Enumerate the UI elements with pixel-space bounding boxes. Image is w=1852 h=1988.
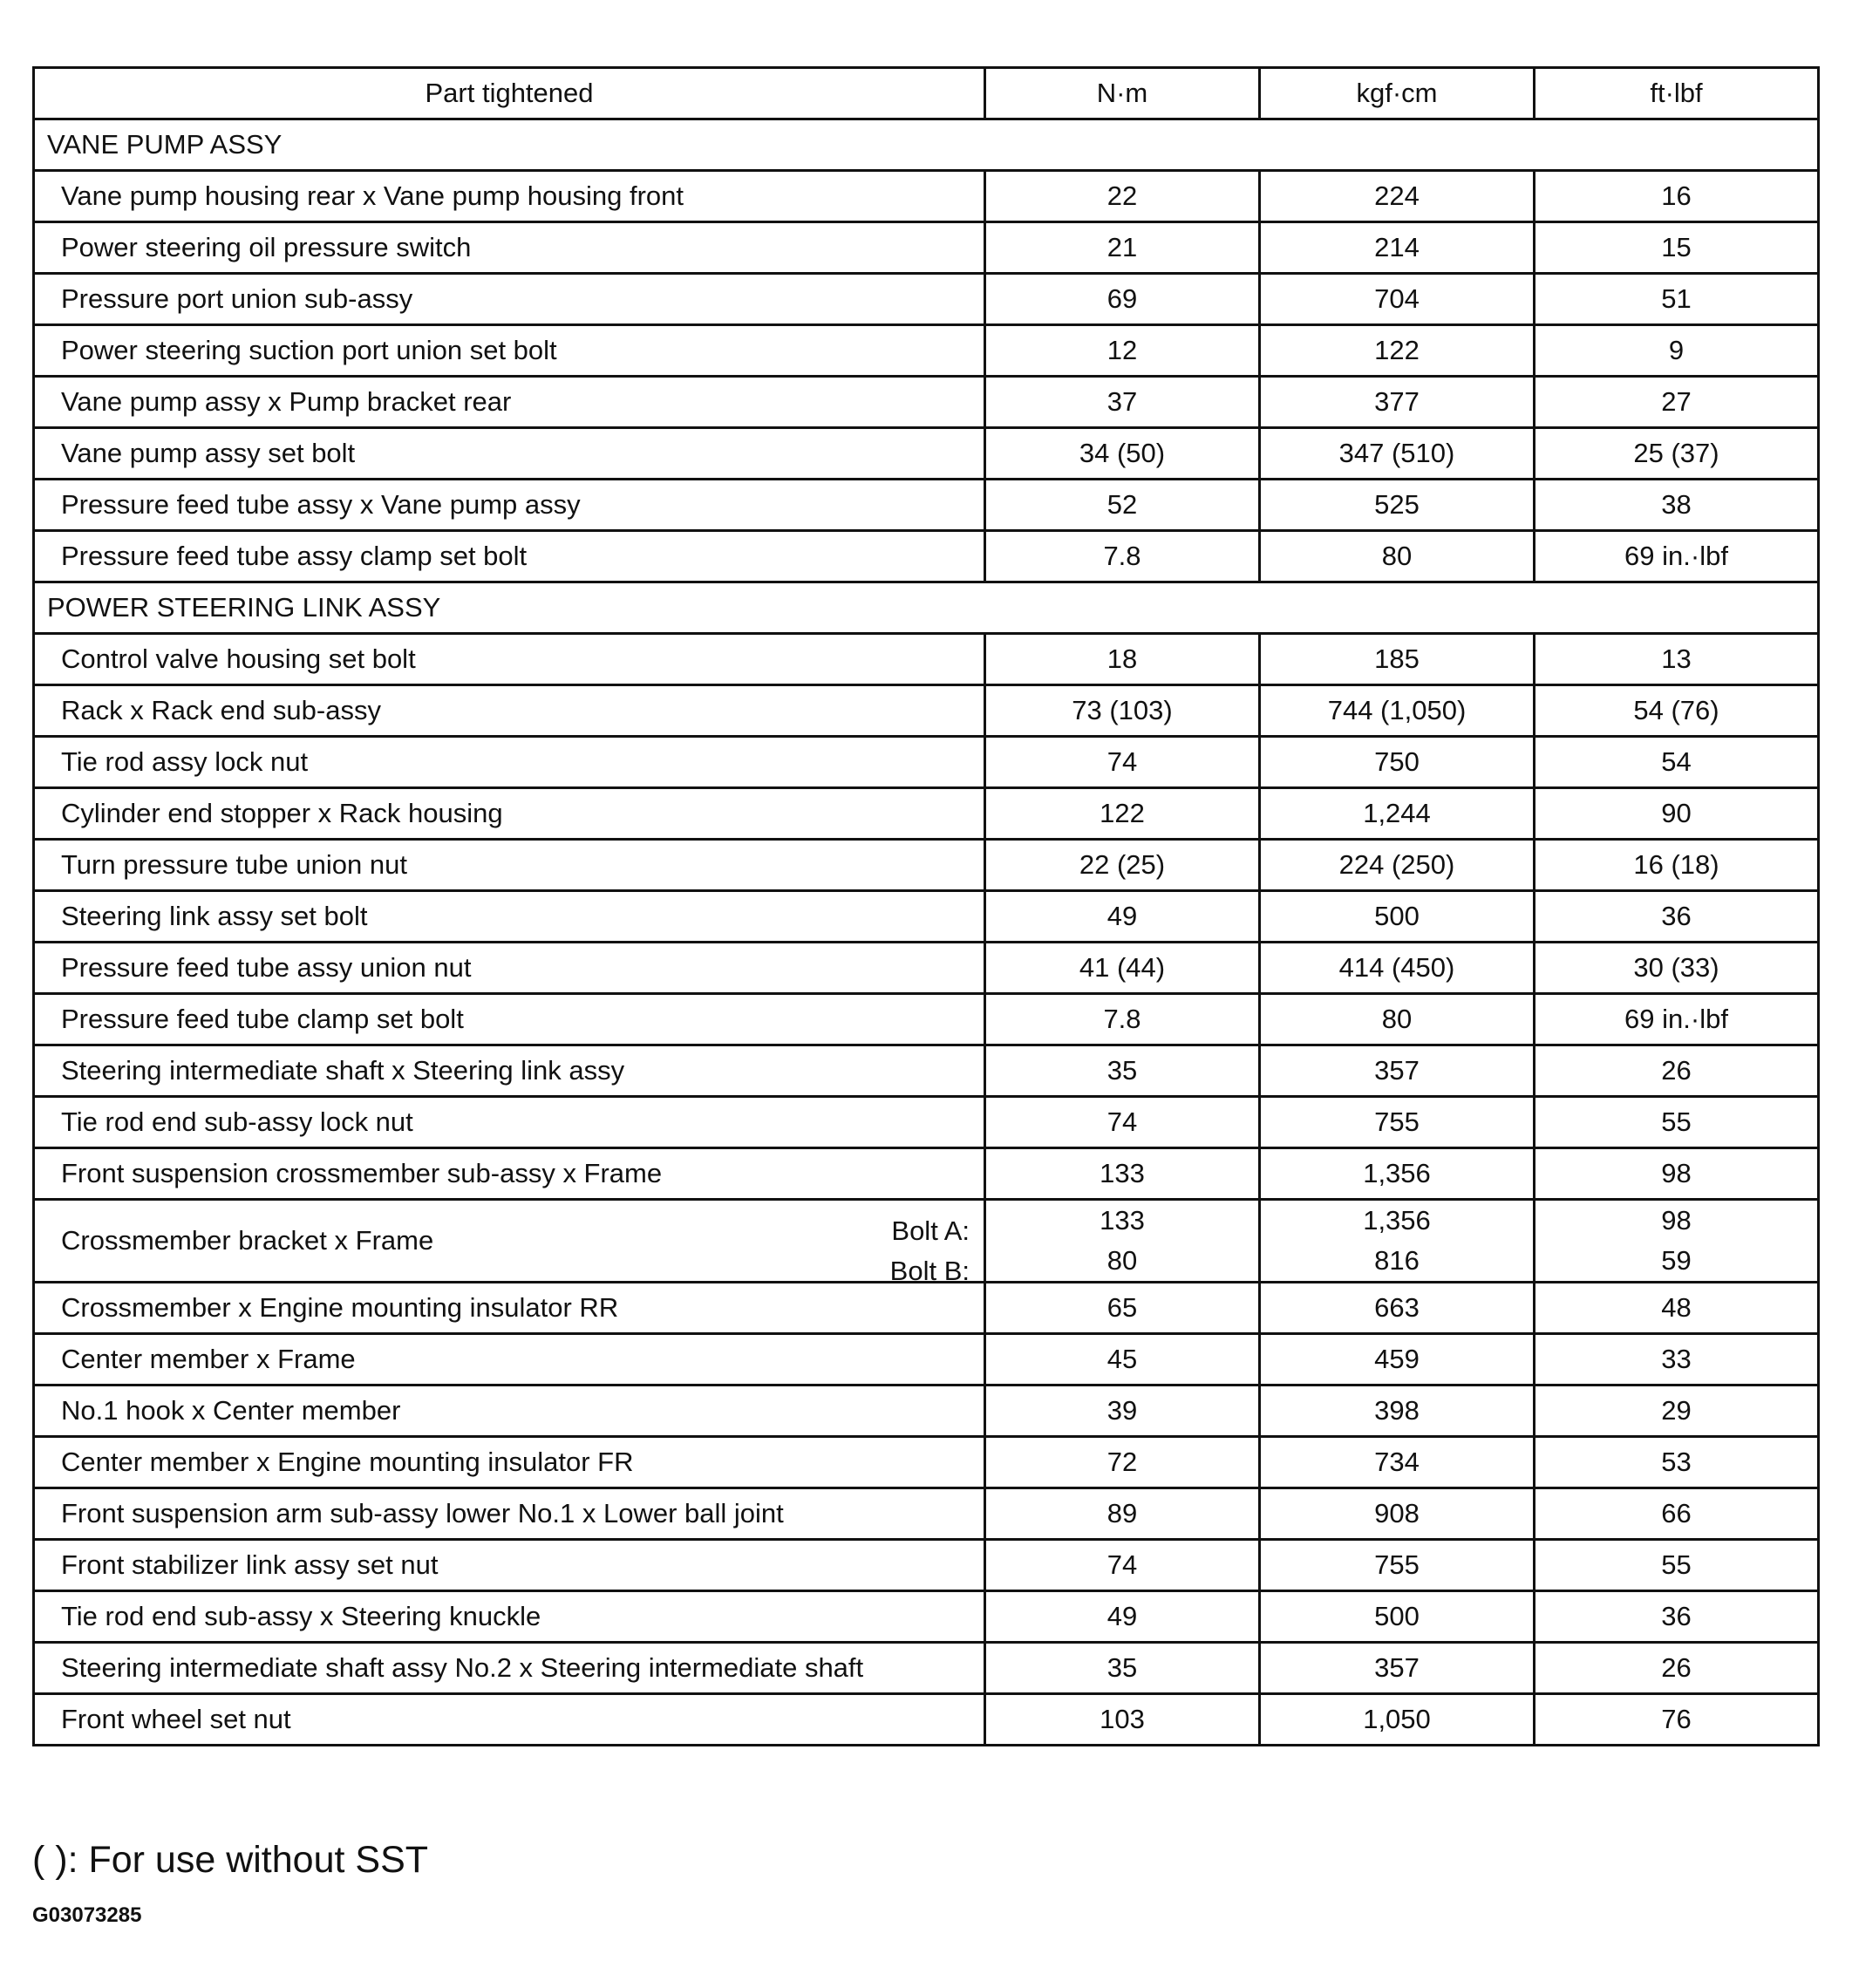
ftlbf-cell: 76 [1535, 1694, 1819, 1746]
table-row [34, 840, 1819, 891]
table-row [34, 1643, 1819, 1694]
bolt-a-value: 133 [1100, 1205, 1145, 1236]
kgfcm-cell: 122 [1260, 325, 1535, 377]
bolt-b-value: 80 [1106, 1245, 1138, 1276]
ftlbf-cell: 54 [1535, 737, 1819, 788]
kgfcm-cell: 224 [1260, 171, 1535, 222]
nm-cell: 45 [985, 1334, 1260, 1385]
ftlbf-cell: 13 [1535, 634, 1819, 685]
ftlbf-cell: 25 (37) [1535, 428, 1819, 480]
table-row-bolts [34, 1200, 1819, 1283]
kgfcm-cell: 704 [1260, 274, 1535, 325]
nm-cell: 41 (44) [985, 943, 1260, 994]
ftlbf-cell: 69 in.·lbf [1535, 994, 1819, 1045]
part-cell: Turn pressure tube union nut [34, 840, 985, 891]
kgfcm-cell: 414 (450) [1260, 943, 1535, 994]
nm-cell: 35 [985, 1643, 1260, 1694]
part-cell: Steering intermediate shaft assy No.2 x Steering intermediate shaft [34, 1643, 985, 1694]
nm-cell: 18 [985, 634, 1260, 685]
nm-cell: 21 [985, 222, 1260, 274]
part-cell: Front suspension crossmember sub-assy x Frame [34, 1148, 985, 1200]
bolt-a-label: Bolt A: [891, 1215, 970, 1246]
ftlbf-cell: 15 [1535, 222, 1819, 274]
nm-cell: 7.8 [985, 531, 1260, 582]
nm-cell: 72 [985, 1437, 1260, 1488]
kgfcm-cell: 734 [1260, 1437, 1535, 1488]
ftlbf-cell: 16 [1535, 171, 1819, 222]
nm-cell: 122 [985, 788, 1260, 840]
part-cell: Pressure port union sub-assy [34, 274, 985, 325]
bolt-a-value: 98 [1661, 1205, 1692, 1236]
table-row [34, 1591, 1819, 1643]
bolt-labels [890, 1211, 970, 1291]
part-cell: Crossmember x Engine mounting insulator RR [34, 1283, 985, 1334]
table-row [34, 994, 1819, 1045]
kgfcm-cell: 224 (250) [1260, 840, 1535, 891]
part-cell [34, 1200, 985, 1286]
nm-cell: 39 [985, 1385, 1260, 1437]
part-cell: Center member x Engine mounting insulator FR [34, 1437, 985, 1488]
table-row [34, 1334, 1819, 1385]
kgfcm-cell: 459 [1260, 1334, 1535, 1385]
nm-cell: 103 [985, 1694, 1260, 1746]
nm-cell: 22 [985, 171, 1260, 222]
kgfcm-cell: 377 [1260, 377, 1535, 428]
table-row [34, 737, 1819, 788]
part-cell: Pressure feed tube assy clamp set bolt [34, 531, 985, 582]
kgfcm-cell: 750 [1260, 737, 1535, 788]
table-row [34, 222, 1819, 274]
table-row [34, 1488, 1819, 1540]
nm-cell: 89 [985, 1488, 1260, 1540]
part-cell: No.1 hook x Center member [34, 1385, 985, 1437]
part-label: Crossmember bracket x Frame [61, 1225, 434, 1256]
part-cell: Steering link assy set bolt [34, 891, 985, 943]
header-nm: N·m [985, 68, 1260, 119]
kgfcm-cell: 525 [1260, 480, 1535, 531]
nm-cell: 7.8 [985, 994, 1260, 1045]
ftlbf-cell: 90 [1535, 788, 1819, 840]
kgfcm-cell: 755 [1260, 1097, 1535, 1148]
kgfcm-cell: 347 (510) [1260, 428, 1535, 480]
table-row [34, 634, 1819, 685]
ftlbf-cell: 69 in.·lbf [1535, 531, 1819, 582]
part-cell: Pressure feed tube clamp set bolt [34, 994, 985, 1045]
header-row [34, 68, 1819, 119]
nm-cell: 73 (103) [985, 685, 1260, 737]
nm-cell: 49 [985, 1591, 1260, 1643]
bolt-b-value: 59 [1661, 1245, 1692, 1276]
table-row [34, 428, 1819, 480]
section-row [34, 119, 1819, 171]
table-row [34, 1148, 1819, 1200]
table-row [34, 685, 1819, 737]
nm-cell: 74 [985, 1097, 1260, 1148]
table-row [34, 274, 1819, 325]
nm-cell: 49 [985, 891, 1260, 943]
kgfcm-cell: 744 (1,050) [1260, 685, 1535, 737]
ftlbf-cell: 48 [1535, 1283, 1819, 1334]
bolt-b-value: 816 [1374, 1245, 1420, 1276]
nm-cell: 34 (50) [985, 428, 1260, 480]
kgfcm-cell: 80 [1260, 531, 1535, 582]
ftlbf-cell: 54 (76) [1535, 685, 1819, 737]
part-cell: Vane pump assy set bolt [34, 428, 985, 480]
table-row [34, 171, 1819, 222]
nm-cell: 52 [985, 480, 1260, 531]
part-cell: Front wheel set nut [34, 1694, 985, 1746]
ftlbf-cell: 36 [1535, 1591, 1819, 1643]
part-cell: Front stabilizer link assy set nut [34, 1540, 985, 1591]
nm-cell: 12 [985, 325, 1260, 377]
part-cell: Pressure feed tube assy x Vane pump assy [34, 480, 985, 531]
part-cell: Rack x Rack end sub-assy [34, 685, 985, 737]
ftlbf-cell: 30 (33) [1535, 943, 1819, 994]
table-row [34, 1540, 1819, 1591]
part-cell: Vane pump assy x Pump bracket rear [34, 377, 985, 428]
ftlbf-cell: 16 (18) [1535, 840, 1819, 891]
kgfcm-cell: 1,356 [1260, 1148, 1535, 1200]
nm-cell: 69 [985, 274, 1260, 325]
header-part: Part tightened [34, 68, 985, 119]
part-cell: Steering intermediate shaft x Steering link assy [34, 1045, 985, 1097]
ftlbf-cell: 38 [1535, 480, 1819, 531]
kgfcm-cell: 908 [1260, 1488, 1535, 1540]
nm-cell: 37 [985, 377, 1260, 428]
nm-cell: 74 [985, 1540, 1260, 1591]
kgfcm-cell: 663 [1260, 1283, 1535, 1334]
nm-cell [985, 1200, 1260, 1283]
table-row [34, 788, 1819, 840]
section-title: VANE PUMP ASSY [34, 119, 1819, 171]
header-kgfcm: kgf·cm [1260, 68, 1535, 119]
part-cell: Control valve housing set bolt [34, 634, 985, 685]
kgfcm-cell: 398 [1260, 1385, 1535, 1437]
part-cell: Center member x Frame [34, 1334, 985, 1385]
nm-cell: 35 [985, 1045, 1260, 1097]
ftlbf-cell: 55 [1535, 1540, 1819, 1591]
bolt-a-value: 1,356 [1363, 1205, 1431, 1236]
ftlbf-cell: 29 [1535, 1385, 1819, 1437]
part-cell: Power steering suction port union set bolt [34, 325, 985, 377]
table-row [34, 891, 1819, 943]
kgfcm-cell: 357 [1260, 1045, 1535, 1097]
kgfcm-cell: 214 [1260, 222, 1535, 274]
table-row [34, 1097, 1819, 1148]
bolt-b-label: Bolt B: [889, 1256, 970, 1286]
ftlbf-cell: 26 [1535, 1045, 1819, 1097]
ftlbf-cell: 53 [1535, 1437, 1819, 1488]
kgfcm-cell: 755 [1260, 1540, 1535, 1591]
kgfcm-cell: 500 [1260, 891, 1535, 943]
table-body [34, 119, 1819, 1746]
part-cell: Front suspension arm sub-assy lower No.1 x Lower ball joint [34, 1488, 985, 1540]
part-cell: Tie rod end sub-assy x Steering knuckle [34, 1591, 985, 1643]
table-row [34, 1437, 1819, 1488]
ftlbf-cell: 33 [1535, 1334, 1819, 1385]
part-cell: Tie rod end sub-assy lock nut [34, 1097, 985, 1148]
part-cell: Tie rod assy lock nut [34, 737, 985, 788]
ftlbf-cell: 55 [1535, 1097, 1819, 1148]
ftlbf-cell: 9 [1535, 325, 1819, 377]
ftlbf-cell: 51 [1535, 274, 1819, 325]
torque-spec-table [32, 66, 1820, 1746]
footnote: ( ): For use without SST [32, 1839, 429, 1881]
part-cell: Power steering oil pressure switch [34, 222, 985, 274]
table-row [34, 943, 1819, 994]
figure-code: G03073285 [32, 1903, 142, 1927]
nm-cell: 22 (25) [985, 840, 1260, 891]
table-row [34, 325, 1819, 377]
kgfcm-cell: 1,244 [1260, 788, 1535, 840]
section-title: POWER STEERING LINK ASSY [34, 582, 1819, 634]
kgfcm-cell: 500 [1260, 1591, 1535, 1643]
kgfcm-cell [1260, 1200, 1535, 1283]
table-row [34, 480, 1819, 531]
header-ftlbf: ft·lbf [1535, 68, 1819, 119]
part-cell: Cylinder end stopper x Rack housing [34, 788, 985, 840]
ftlbf-cell: 66 [1535, 1488, 1819, 1540]
kgfcm-cell: 185 [1260, 634, 1535, 685]
ftlbf-cell: 26 [1535, 1643, 1819, 1694]
nm-cell: 133 [985, 1148, 1260, 1200]
part-cell: Pressure feed tube assy union nut [34, 943, 985, 994]
section-row [34, 582, 1819, 634]
kgfcm-cell: 80 [1260, 994, 1535, 1045]
nm-cell: 65 [985, 1283, 1260, 1334]
table-row [34, 377, 1819, 428]
ftlbf-cell: 98 [1535, 1148, 1819, 1200]
nm-cell: 74 [985, 737, 1260, 788]
table-row [34, 1385, 1819, 1437]
table-row [34, 1694, 1819, 1746]
ftlbf-cell: 27 [1535, 377, 1819, 428]
kgfcm-cell: 1,050 [1260, 1694, 1535, 1746]
table-row [34, 1045, 1819, 1097]
kgfcm-cell: 357 [1260, 1643, 1535, 1694]
table-row [34, 531, 1819, 582]
ftlbf-cell [1535, 1200, 1819, 1283]
part-cell: Vane pump housing rear x Vane pump housing front [34, 171, 985, 222]
ftlbf-cell: 36 [1535, 891, 1819, 943]
